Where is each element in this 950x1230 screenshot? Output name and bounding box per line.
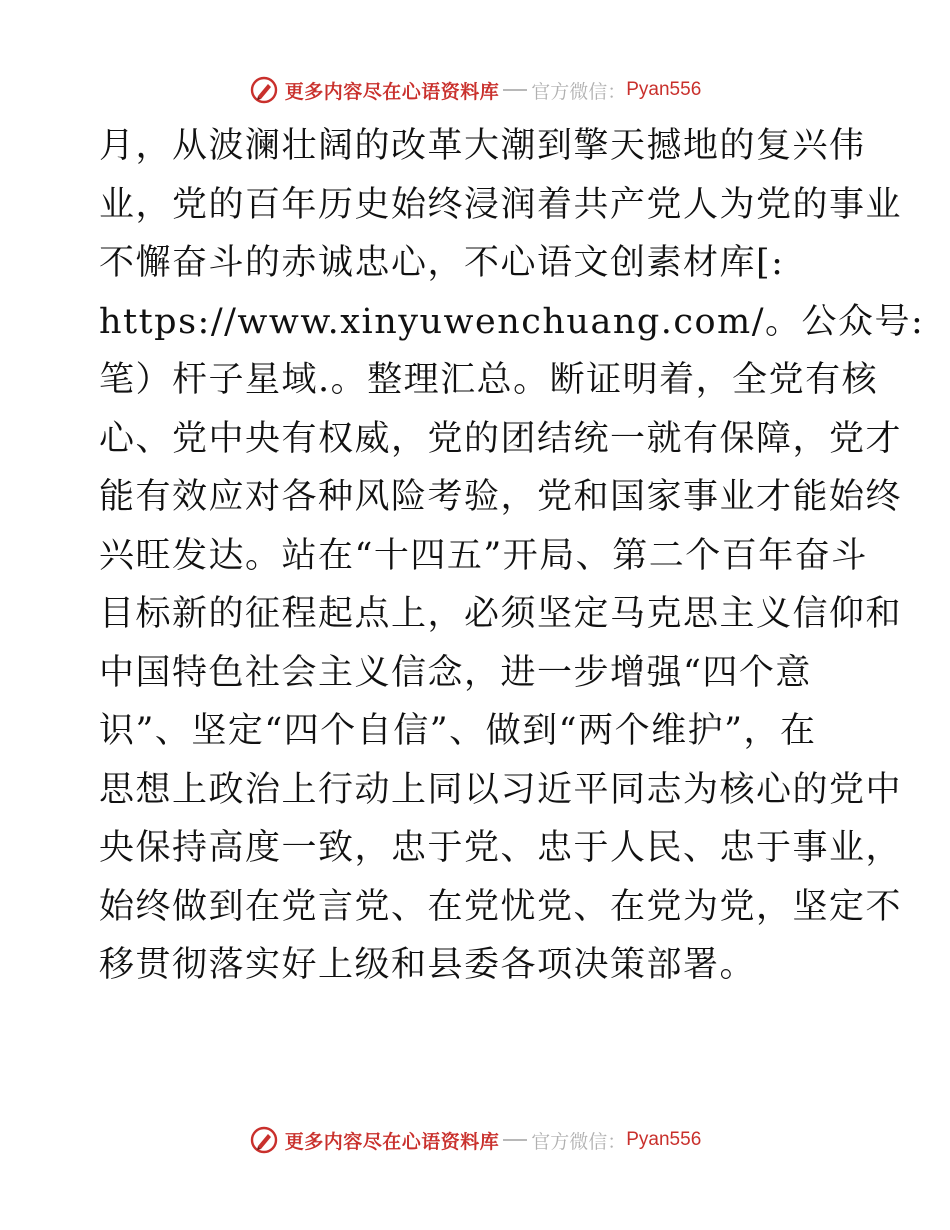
text-line: 月，从波澜壮阔的改革大潮到擎天撼地的复兴伟 (99, 126, 866, 166)
footer-banner-divider (503, 1139, 527, 1141)
footer-banner-text: 更多内容尽在心语资料库 (284, 1130, 500, 1153)
footer-wechat-id: Pyan556 (626, 1129, 702, 1150)
text-line: 始终做到在党言党、在党忧党、在党为党，坚定不 (99, 886, 903, 927)
pen-logo-icon (249, 1125, 279, 1155)
text-line: 中国特色社会主义信念，进一步增强“四个意 (99, 652, 812, 693)
header-wechat-label: 官方微信： (531, 80, 627, 103)
header-banner (0, 70, 950, 110)
header-wechat-id: Pyan556 (626, 79, 702, 100)
header-banner-divider (503, 89, 527, 91)
text-line: 移贯彻落实好上级和县委各项决策部署。 (99, 945, 757, 985)
text-line: 能有效应对各种风险考验，党和国家事业才能始终 (99, 477, 903, 517)
text-line: 兴旺发达。站在“十四五”开局、第二个百年奋斗 (99, 535, 868, 576)
document-body (99, 117, 925, 995)
footer-wechat-label: 官方微信： (531, 1130, 627, 1153)
text-line: 笔）杆子星域.。整理汇总。断证明着，全党有核 (99, 360, 879, 400)
footer-banner (0, 1120, 950, 1160)
text-line: 识”、坚定“四个自信”、做到“两个维护”，在 (99, 711, 817, 751)
header-banner-text: 更多内容尽在心语资料库 (284, 80, 500, 103)
text-line: 心、党中央有权威，党的团结统一就有保障，党才 (99, 418, 903, 459)
text-line: 不懈奋斗的赤诚忠心，不心语文创素材库[: (99, 243, 785, 283)
pen-logo-icon (249, 75, 279, 105)
text-line: 目标新的征程起点上，必须坚定马克思主义信仰和 (99, 594, 903, 634)
text-line: 央保持高度一致，忠于党、忠于人民、忠于事业， (99, 828, 903, 868)
text-line: 思想上政治上行动上同以习近平同志为核心的党中 (99, 769, 903, 810)
text-line: https://www.xinyuwenchuang.com/。公众号: (99, 301, 925, 342)
text-line: 业，党的百年历史始终浸润着共产党人为党的事业 (99, 184, 903, 225)
